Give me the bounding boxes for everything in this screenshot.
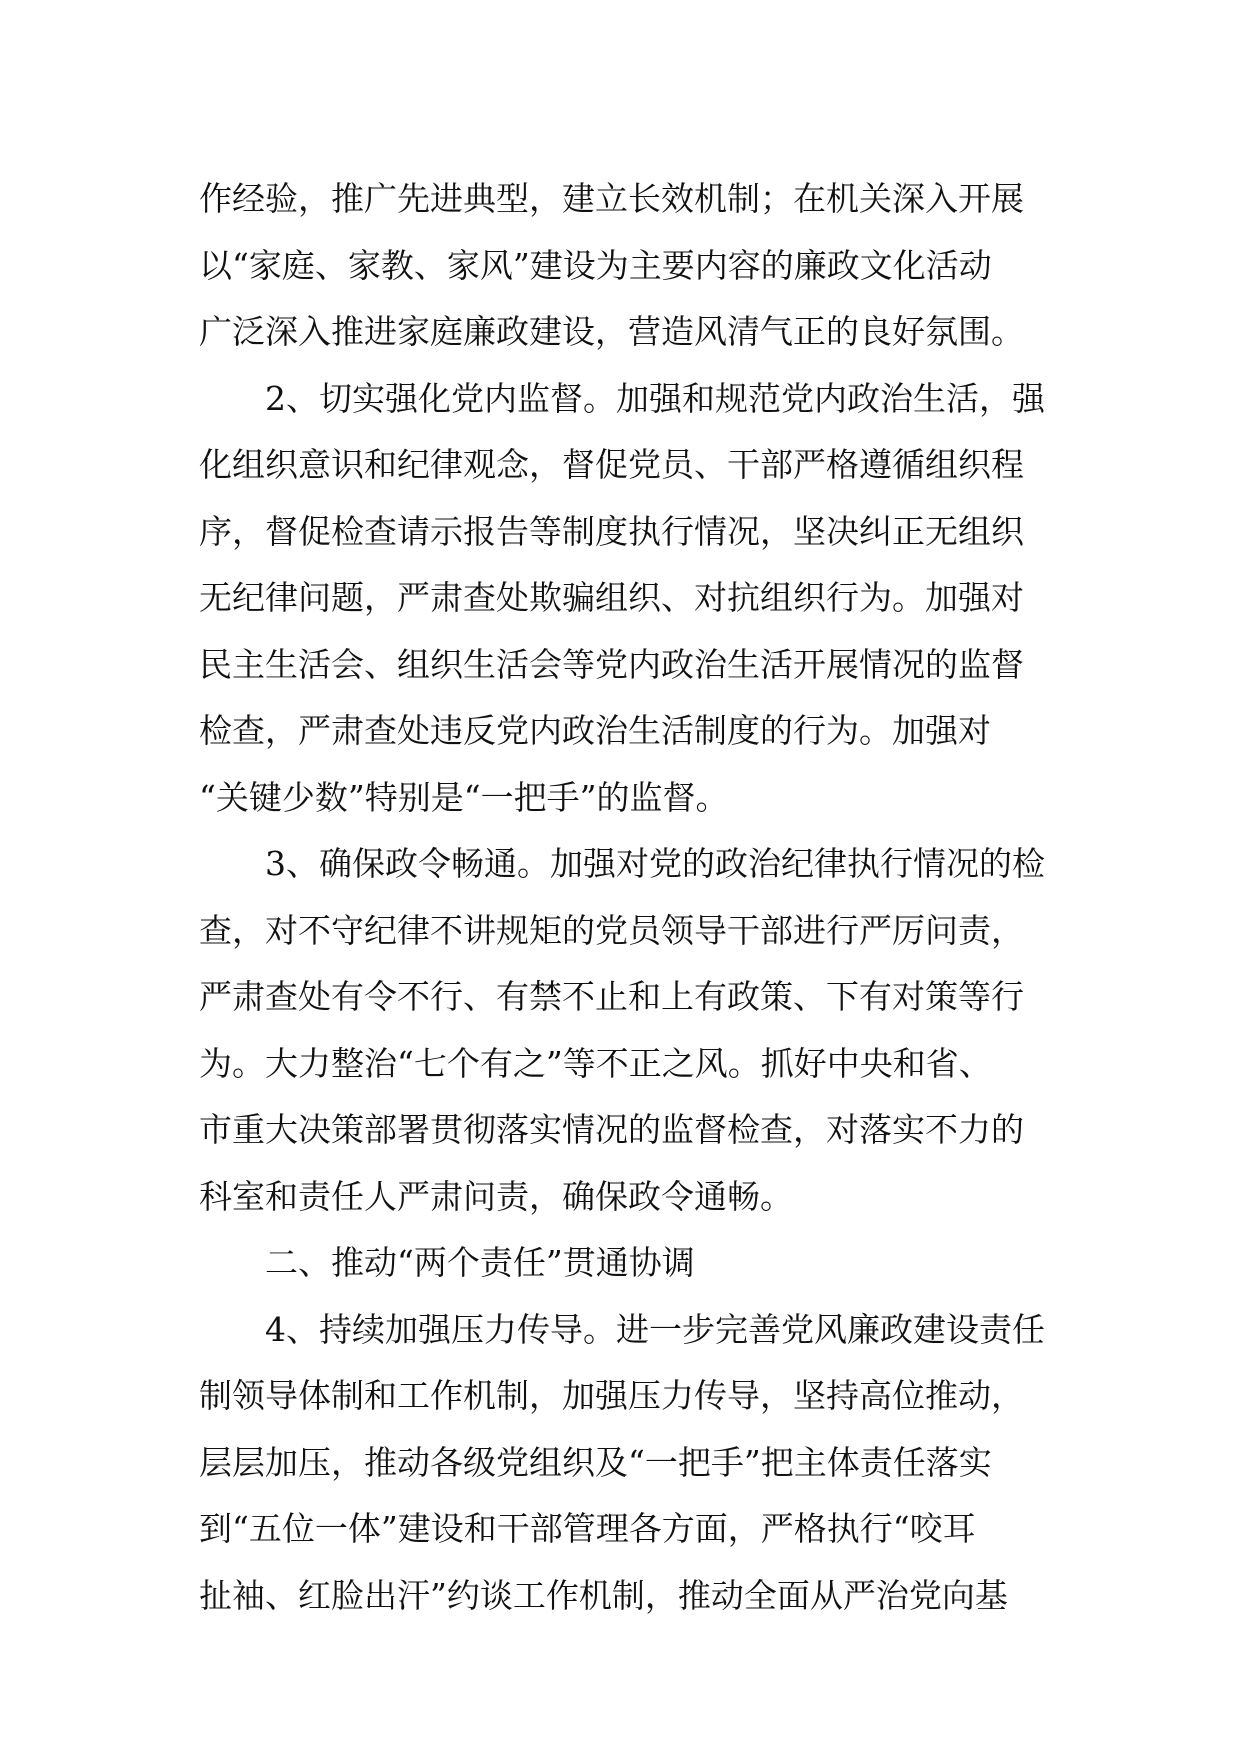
text-line: 民主生活会、组织生活会等党内政治生活开展情况的监督	[199, 644, 1024, 684]
paragraph-heading-line: 3、确保政令畅通。加强对党的政治纪律执行情况的检	[265, 844, 1045, 883]
text-line: 以“家庭、家教、家风”建设为主要内容的廉政文化活动	[199, 245, 992, 285]
text-line: 化组织意识和纪律观念，督促党员、干部严格遵循组织程	[199, 445, 1024, 484]
paragraph-heading-line: 4、持续加强压力传导。进一步完善党风廉政建设责任	[265, 1309, 1045, 1349]
text-line: 层层加压，推动各级党组织及“一把手”把主体责任落实	[199, 1442, 992, 1482]
text-line: 制领导体制和工作机制，加强压力传导，坚持高位推动，	[199, 1376, 1024, 1415]
text-line: 查，对不守纪律不讲规矩的党员领导干部进行严厉问责，	[199, 910, 1024, 950]
text-line: 无纪律问题，严肃查处欺骗组织、对抗组织行为。加强对	[199, 578, 1024, 617]
paragraph-heading-line: 2、切实强化党内监督。加强和规范党内政治生活，强	[265, 378, 1045, 418]
text-line: “关键少数”特别是“一把手”的监督。	[199, 777, 729, 817]
text-line: 到“五位一体”建设和干部管理各方面，严格执行“咬耳	[199, 1509, 976, 1548]
text-line: 检查，严肃查处违反党内政治生活制度的行为。加强对	[199, 711, 991, 750]
text-line: 作经验，推广先进典型，建立长效机制；在机关深入开展	[199, 179, 1024, 218]
text-line: 广泛深入推进家庭廉政建设，营造风清气正的良好氛围。	[199, 312, 1024, 351]
document-body	[199, 166, 1063, 1629]
text-line: 为。大力整治“七个有之”等不正之风。抓好中央和省、	[199, 1043, 992, 1083]
section-heading: 二、推动“两个责任”贯通协调	[265, 1243, 695, 1282]
text-line: 市重大决策部署贯彻落实情况的监督检查，对落实不力的	[199, 1110, 1024, 1149]
text-line: 严肃查处有令不行、有禁不止和上有政策、下有对策等行	[199, 977, 1024, 1016]
text-line: 序，督促检查请示报告等制度执行情况，坚决纠正无组织	[199, 511, 1024, 551]
text-line: 科室和责任人严肃问责，确保政令通畅。	[199, 1176, 793, 1216]
text-line: 扯袖、红脸出汗”约谈工作机制，推动全面从严治党向基	[199, 1575, 1008, 1615]
